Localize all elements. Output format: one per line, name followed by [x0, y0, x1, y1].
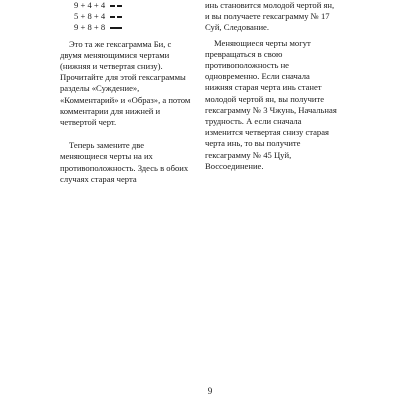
- sum-text: 9 + 8 + 8: [74, 22, 106, 33]
- sum-row: [74, 22, 192, 33]
- solid-line-icon: [110, 27, 122, 29]
- paragraph: инь становится молодой чертой ян, и вы получаете гексаграмму № 17 Суй, Следование.: [205, 0, 335, 33]
- paragraph: Теперь замените две меняющиеся черты на их противоположность. Здесь в обоих случаях старая черта: [60, 140, 189, 184]
- broken-line-icon: [110, 5, 122, 7]
- right-column: [205, 0, 337, 172]
- sum-text: 5 + 8 + 4: [74, 11, 106, 22]
- left-column: [60, 0, 192, 185]
- broken-line-icon: [110, 16, 122, 18]
- hexagram-sums: [74, 0, 192, 34]
- paragraph: Это та же гексаграмма Би, с двумя меняющимися чертами (нижняя и четвертая снизу). Прочитайте для этой гексаграммы разделы «Суждение», «Комментарий» и «Образ», а потом комментарии для нижней и четвертой черт.: [60, 38, 191, 127]
- page-number: 9: [207, 386, 213, 396]
- sum-row: [74, 11, 192, 22]
- paragraph: Меняющиеся черты могут превращаться в свою противоположность не одновременно. Если сначала нижняя старая черта инь станет молодой чертой ян, вы получите гексаграмму № 3 Чжунь, Начальная трудность. А если сначала изменится четвертая снизу старая черта инь, то вы получите гексаграмму № 45 Цуй, Воссоединение.: [205, 37, 337, 171]
- sum-text: 9 + 4 + 4: [74, 0, 106, 10]
- sum-row: [74, 0, 192, 11]
